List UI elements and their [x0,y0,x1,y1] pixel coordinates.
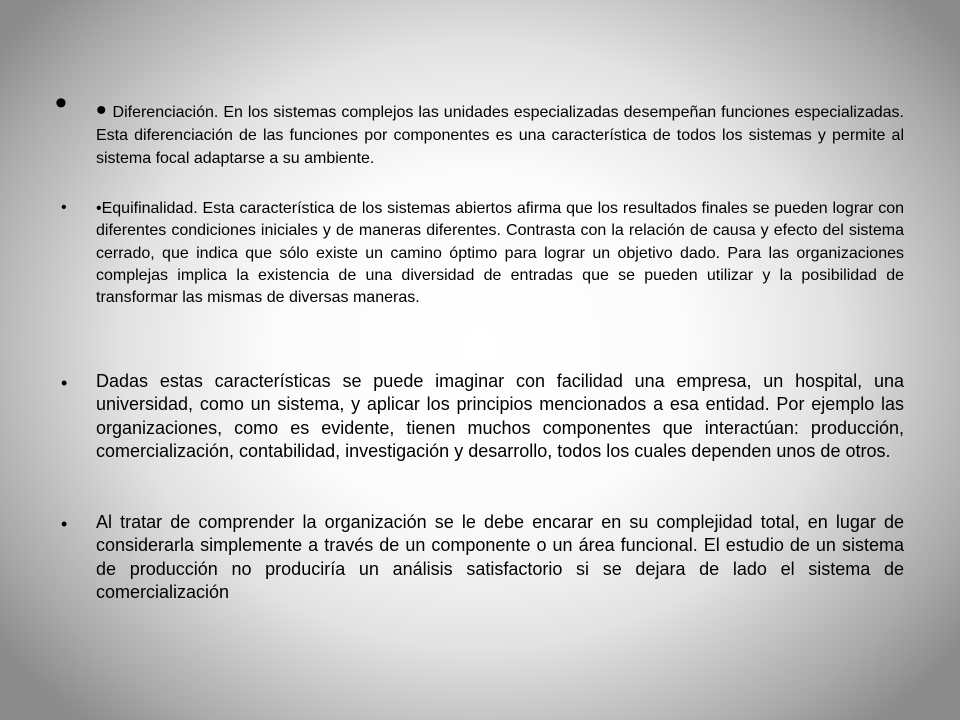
bullet-text: •Equifinalidad. Esta característica de los sistemas abiertos afirma que los resultados finales se pueden lograr con diferentes condiciones iniciales y de maneras diferentes. Contrasta con la relación de causa y efecto del sistema cerrado, que indica que sólo existe un camino óptimo para lograr un objetivo dado. Para las organizaciones complejas implica la existencia de una diversidad de entradas que se pueden utilizar y la posibilidad de transformar las mismas de diversas maneras. [96,200,904,307]
bullet-marker: • [61,514,68,534]
inline-bullet-marker: • [96,94,107,127]
bullet-marker: • [61,199,67,216]
bullet-marker: • [55,84,67,122]
bullet-text-content: Diferenciación. En los sistemas complejos las unidades especializadas desempeñan funciones especializadas. Esta diferenciación de las funciones por componentes es una característica de todos los sistemas y permite al sistema focal adaptarse a su ambiente. [96,104,904,167]
bullet-text: Al tratar de comprender la organización se le debe encarar en su complejidad total, en lugar de considerarla simplemente a través de un componente o un área funcional. El estudio de un sistema de producción no produciría un análisis satisfactorio si se dejara de lado el sistema de comercialización [96,512,904,603]
bullet-marker: • [61,373,68,393]
bullet-text: Dadas estas características se puede imaginar con facilidad una empresa, un hospital, una universidad, como un sistema, y aplicar los principios mencionados a esa entidad. Por ejemplo las organizaciones, como es evidente, tienen muchos componentes que interactúan: producción, comercialización, contabilidad, investigación y desarrollo, todos los cuales dependen unos de otros. [96,371,904,462]
bullet-text [96,86,904,170]
